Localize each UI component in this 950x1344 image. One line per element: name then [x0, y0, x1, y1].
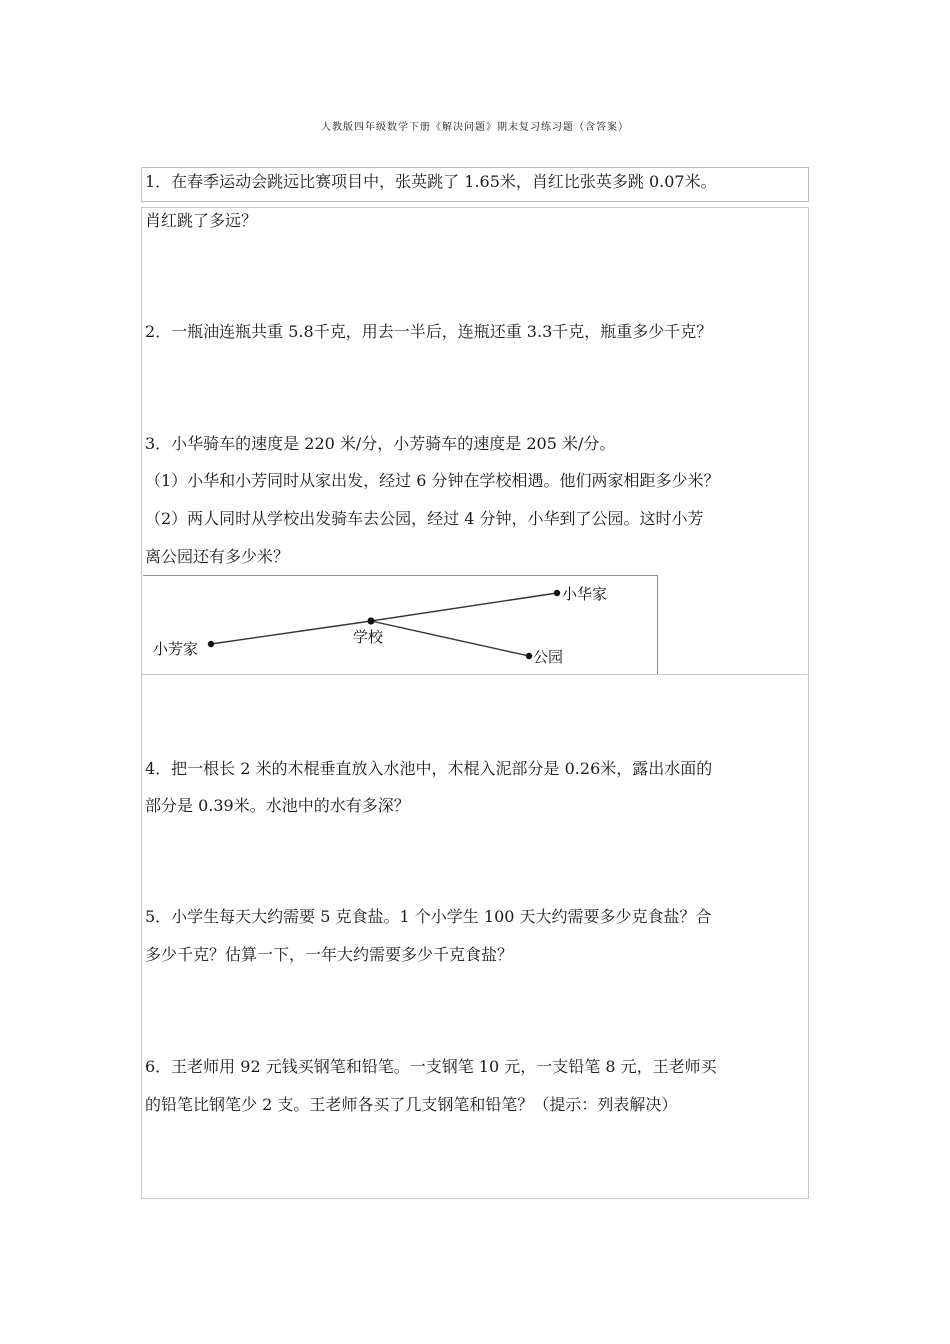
line-school-xiaohua [371, 593, 557, 621]
school-point [367, 617, 374, 624]
question-3-line-2: （1）小华和小芳同时从家出发，经过 6 分钟在学校相遇。他们两家相距多少米？ [145, 471, 720, 490]
park-point [526, 653, 532, 659]
question-3-line-1: 3．小华骑车的速度是 220 米/分，小芳骑车的速度是 205 米/分。 [145, 434, 616, 453]
xiaofang-home-point [208, 641, 214, 647]
question-2: 2．一瓶油连瓶共重 5.8千克，用去一半后，连瓶还重 3.3千克，瓶重多少千克？ [145, 322, 713, 341]
label-xiaohua-home: 小华家 [562, 585, 608, 603]
label-xiaofang-home: 小芳家 [153, 640, 199, 658]
question-4-line-1: 4．把一根长 2 米的木棍垂直放入水池中，木棍入泥部分是 0.26米，露出水面的 [145, 759, 713, 778]
question-1-line-2: 肖红跳了多远？ [145, 211, 258, 230]
line-school-park [371, 621, 529, 656]
label-park: 公园 [533, 648, 564, 666]
label-school: 学校 [353, 628, 384, 646]
question-4-line-2: 部分是 0.39米。水池中的水有多深？ [145, 796, 410, 815]
questions-box [141, 207, 809, 1199]
diagram-divider [141, 674, 807, 675]
question-3-line-4: 离公园还有多少米？ [145, 547, 290, 566]
question-5-line-1: 5．小学生每天大约需要 5 克食盐。1 个小学生 100 天大约需要多少克食盐？合 [145, 907, 712, 926]
question-5-line-2: 多少千克？估算一下，一年大约需要多少千克食盐？ [145, 945, 514, 964]
question-1-line-1: 1．在春季运动会跳远比赛项目中，张英跳了 1.65米，肖红比张英多跳 0.07米。 [145, 172, 717, 191]
question-3-line-3: （2）两人同时从学校出发骑车去公园，经过 4 分钟，小华到了公园。这时小芳 [145, 509, 704, 528]
question-6-line-1: 6．王老师用 92 元钱买钢笔和铅笔。一支钢笔 10 元，一支铅笔 8 元，王老师买 [145, 1057, 717, 1076]
page-title: 人教版四年级数学下册《解决问题》期末复习练习题（含答案） [321, 122, 629, 133]
question-6-line-2: 的铅笔比钢笔少 2 支。王老师各买了几支钢笔和铅笔？（提示：列表解决） [145, 1095, 678, 1114]
xiaohua-home-point [554, 590, 560, 596]
line-xiaofang-school [211, 621, 371, 644]
route-diagram [143, 575, 658, 675]
route-diagram-svg [143, 576, 657, 674]
